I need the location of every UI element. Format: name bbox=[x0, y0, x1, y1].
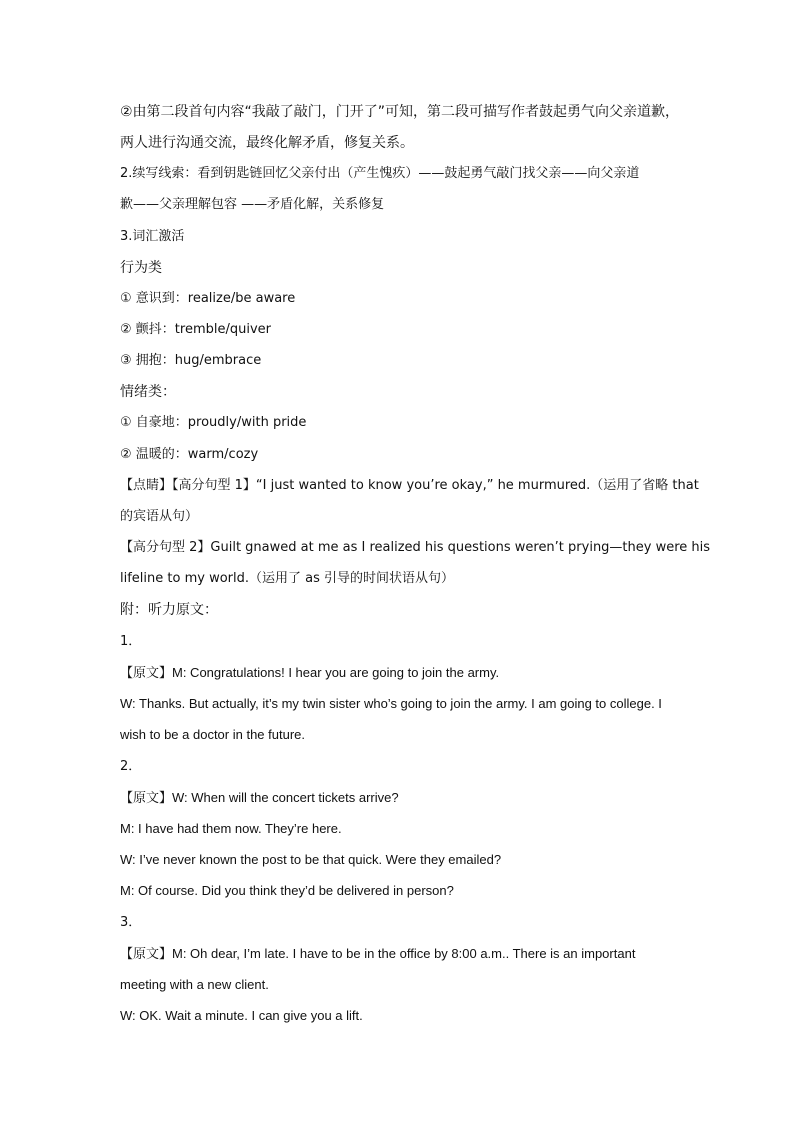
listening-transcript-heading: 附：听力原文： bbox=[120, 602, 218, 618]
transcript-number-1: 1． bbox=[120, 634, 142, 649]
sentence-pattern-1-line-2: 的宾语从句） bbox=[120, 509, 199, 524]
transcript-3-line-2: meeting with a new client. bbox=[120, 977, 269, 992]
transcript-3-line-1: 【原文】M: Oh dear, I’m late. I have to be in the office by 8:00 a.m.. There is an important bbox=[120, 946, 636, 961]
transcript-2-line-3: W: I’ve never known the post to be that quick. Were they emailed? bbox=[120, 852, 502, 867]
transcript-1-line-1: 【原文】M: Congratulations! I hear you are going to join the army. bbox=[120, 665, 500, 680]
vocabulary-heading: 3.词汇激活 bbox=[120, 229, 185, 244]
continuation-clue-line-2: 歉——父亲理解包容 ——矛盾化解，关系修复 bbox=[120, 197, 385, 212]
transcript-number-2: 2． bbox=[120, 759, 142, 774]
analysis-point-2-line-1: ②由第二段首句内容“我敲了敲门，门开了”可知，第二段可描写作者鼓起勇气向父亲道歉， bbox=[120, 104, 680, 120]
sentence-pattern-1-line-1: 【点睛】【高分句型 1】“I just wanted to know you’re okay,” he murmured.（运用了省略 that bbox=[120, 478, 699, 493]
behavior-category-label: 行为类 bbox=[120, 260, 162, 276]
sentence-pattern-2-line-2: lifeline to my world.（运用了 as 引导的时间状语从句） bbox=[120, 571, 454, 586]
vocab-item-tremble: ② 颤抖：tremble/quiver bbox=[120, 322, 271, 337]
transcript-1-line-2: W: Thanks. But actually, it’s my twin sister who’s going to join the army. I am going to college. I bbox=[120, 696, 662, 711]
vocab-item-proudly: ① 自豪地：proudly/with pride bbox=[120, 415, 307, 430]
vocab-item-hug: ③ 拥抱：hug/embrace bbox=[120, 353, 262, 368]
transcript-3-line-3: W: OK. Wait a minute. I can give you a lift. bbox=[120, 1008, 363, 1023]
transcript-2-line-4: M: Of course. Did you think they’d be delivered in person? bbox=[120, 883, 454, 898]
transcript-2-line-2: M: I have had them now. They’re here. bbox=[120, 821, 342, 836]
transcript-1-line-3: wish to be a doctor in the future. bbox=[120, 727, 305, 742]
analysis-point-2-line-2: 两人进行沟通交流，最终化解矛盾，修复关系。 bbox=[120, 135, 414, 151]
emotion-category-label: 情绪类： bbox=[120, 384, 176, 400]
vocab-item-realize: ① 意识到：realize/be aware bbox=[120, 291, 296, 306]
sentence-pattern-2-line-1: 【高分句型 2】Guilt gnawed at me as I realized his questions weren’t prying—they were his bbox=[120, 540, 711, 555]
transcript-2-line-1: 【原文】W: When will the concert tickets arrive? bbox=[120, 790, 399, 805]
transcript-number-3: 3． bbox=[120, 915, 142, 930]
continuation-clue-line-1: 2.续写线索：看到钥匙链回忆父亲付出（产生愧疚）——鼓起勇气敲门找父亲——向父亲道 bbox=[120, 166, 640, 181]
vocab-item-warm: ② 温暖的：warm/cozy bbox=[120, 447, 259, 462]
